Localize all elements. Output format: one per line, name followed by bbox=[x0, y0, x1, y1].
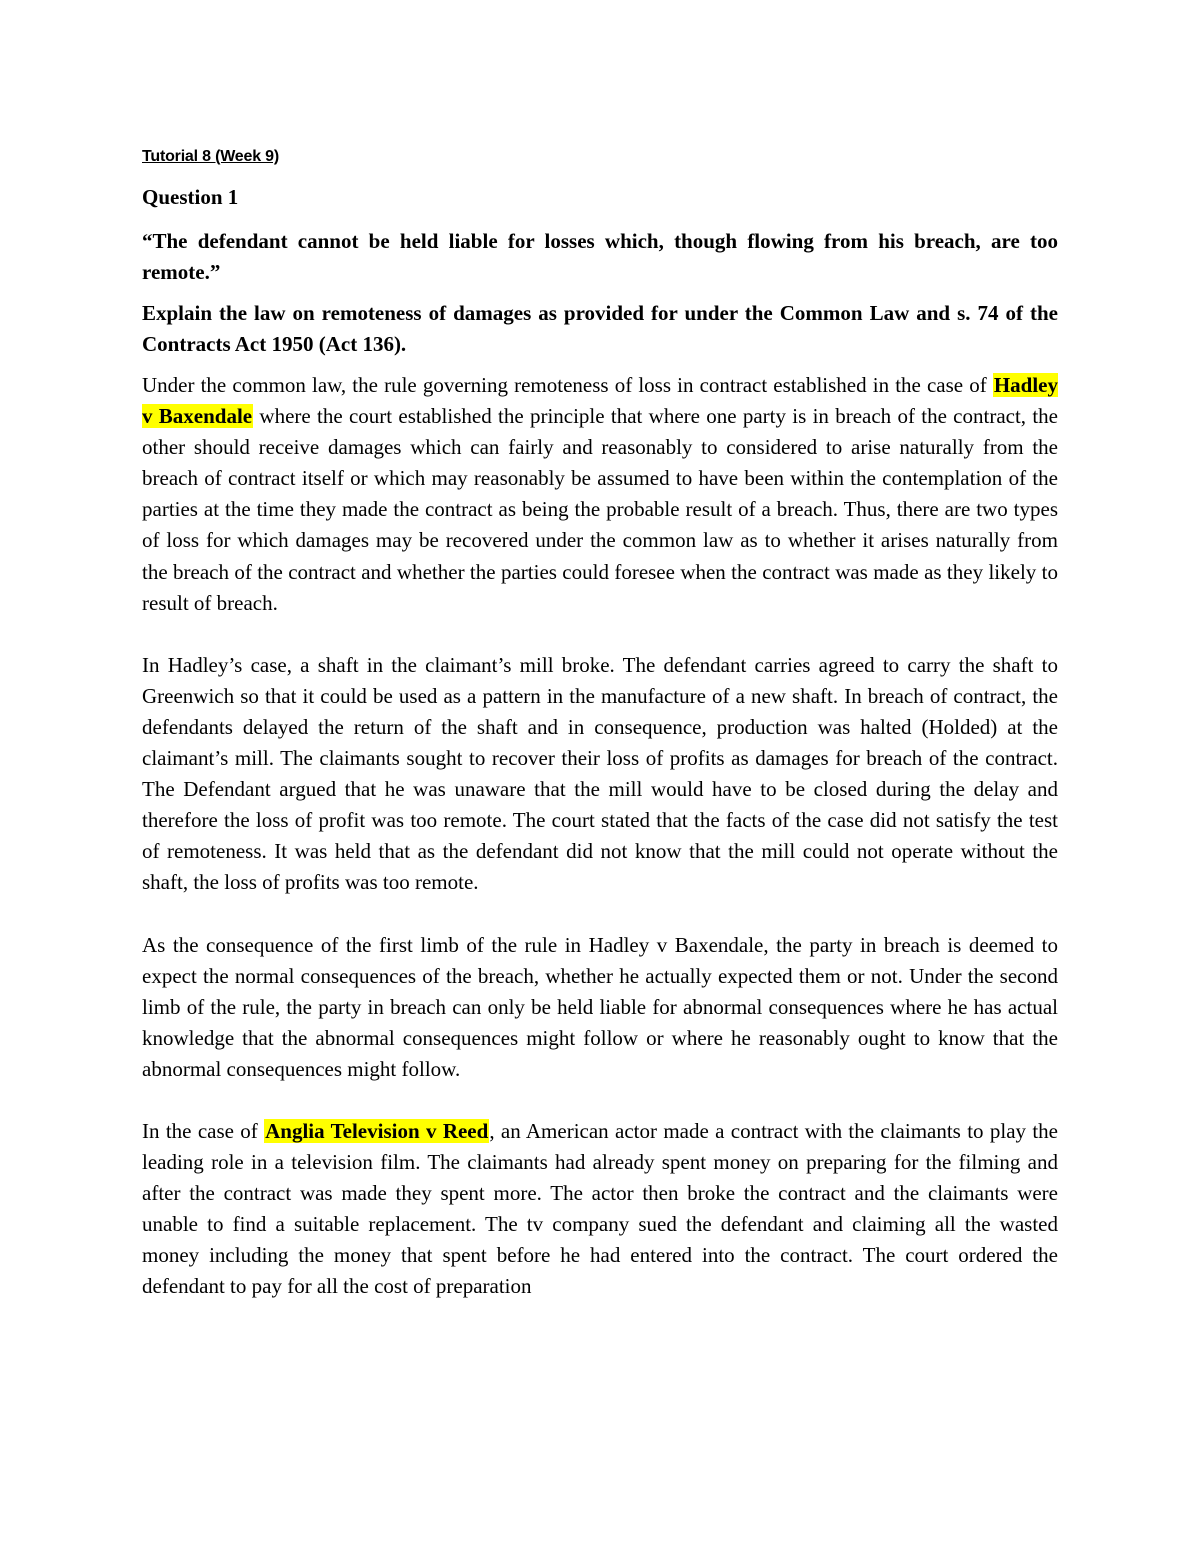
question-quote: “The defendant cannot be held liable for losses which, though flowing from his breach, are too remote.” bbox=[142, 229, 1058, 284]
question-task: Explain the law on remoteness of damages as provided for under the Common Law and s. 74 of the Contracts Act 1950 (Act 136). bbox=[142, 301, 1058, 356]
paragraph-text: where the court established the principle that where one party is in breach of the contract, the other should receive damages which can fairly and reasonably to considered to arise naturally from the breach of contract itself or which may reasonably be assumed to have been within the contemplation of the parties at the time they made the contract as being the probable result of a breach. Thus, there are two types of loss for which damages may be recovered under the common law as to whether it arises naturally from the breach of the contract and whether the parties could foresee when the contract was made as they likely to result of breach. bbox=[142, 404, 1058, 615]
paragraph-text: Under the common law, the rule governing remoteness of loss in contract established in the case of bbox=[142, 373, 993, 397]
answer-paragraph-common-law bbox=[142, 370, 1058, 619]
answer-paragraph-two-limbs: As the consequence of the first limb of the rule in Hadley v Baxendale, the party in breach is deemed to expect the normal consequences of the breach, whether he actually expected them or not. Under the second limb of the rule, the party in breach can only be held liable for abnormal consequences where he has actual knowledge that the abnormal consequences might follow or where he reasonably ought to know that the abnormal consequences might follow. bbox=[142, 932, 1058, 1081]
document-page bbox=[142, 136, 1058, 1303]
paragraph-text: , an American actor made a contract with the claimants to play the leading role in a television film. The claimants had already spent money on preparing for the filming and after the contract was made they spent more. The actor then broke the contract and the claimants were unable to find a suitable replacement. The tv company sued the defendant and claiming all the wasted money including the money that spent before he had entered into the contract. The court ordered the defendant to pay for all the cost of preparation bbox=[142, 1118, 1058, 1299]
paragraph-text: In the case of bbox=[142, 1118, 265, 1143]
case-name-highlight: Anglia Television v Reed bbox=[265, 1118, 489, 1143]
case-name-highlight: Hadley v Baxendale bbox=[142, 373, 1058, 429]
document-title: Tutorial 8 (Week 9) bbox=[142, 148, 279, 165]
question-heading: Question 1 bbox=[142, 185, 239, 209]
answer-paragraph-anglia bbox=[142, 1116, 1058, 1303]
answer-paragraph-hadley-facts: In Hadley’s case, a shaft in the claimant’s mill broke. The defendant carries agreed to carry the shaft to Greenwich so that it could be used as a pattern in the manufacture of a new shaft. In breach of contract, the defendants delayed the return of the shaft and in consequence, production was halted (Holded) at the claimant’s mill. The claimants sought to recover their loss of profits as damages for breach of the contract. The Defendant argued that he was unaware that the mill would have to be closed during the delay and therefore the loss of profit was too remote. The court stated that the facts of the case did not satisfy the test of remoteness. It was held that as the defendant did not know that the mill could not operate without the shaft, the loss of profits was too remote. bbox=[142, 652, 1058, 895]
